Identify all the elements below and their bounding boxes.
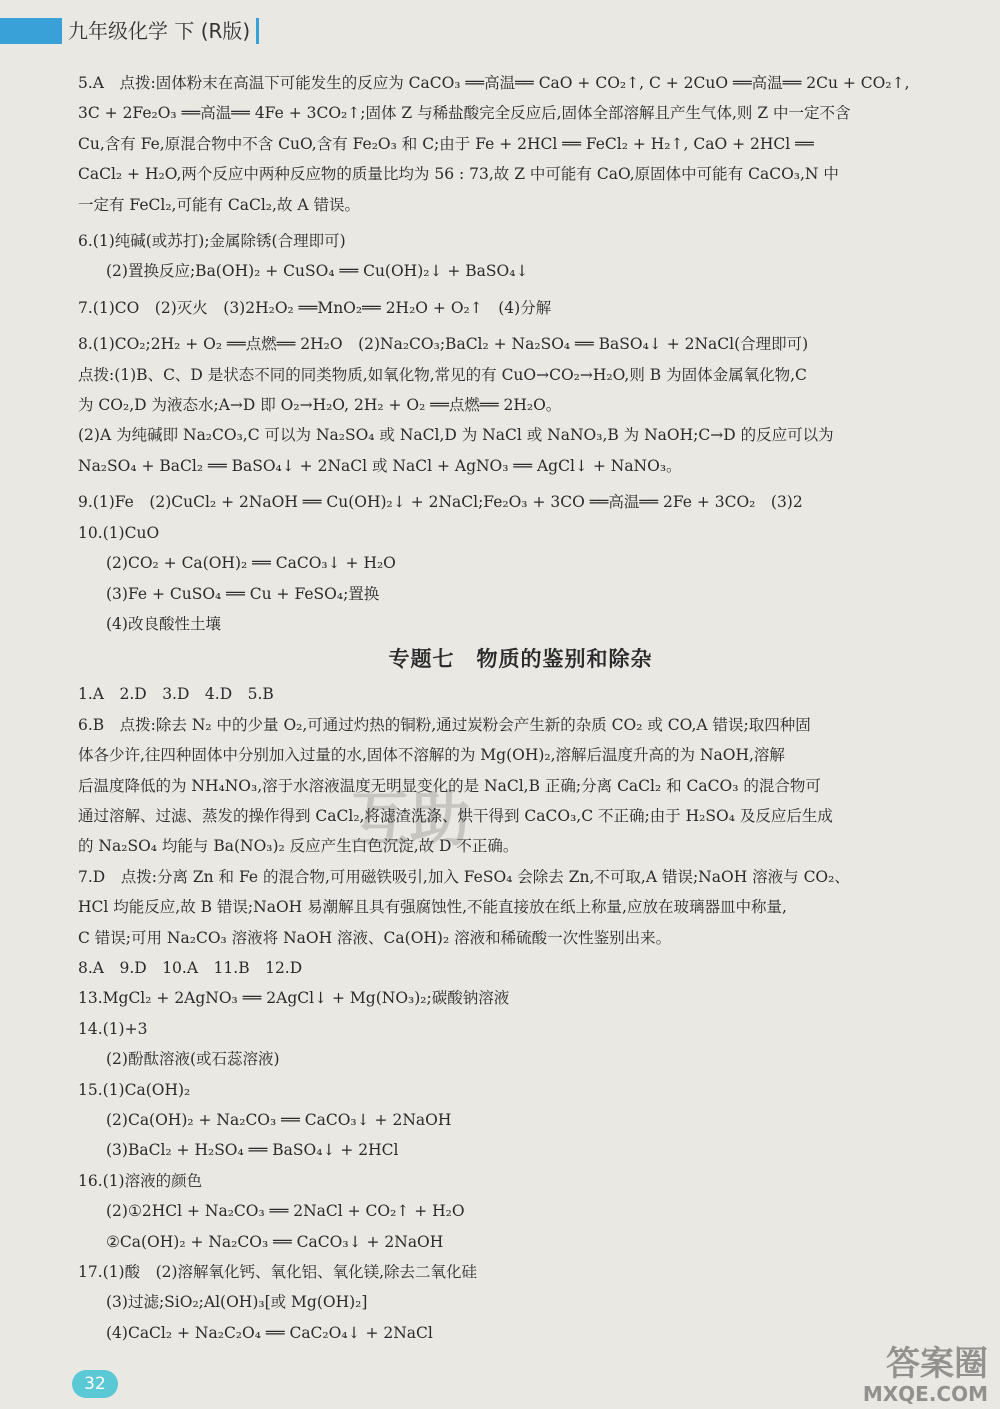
text-line: (3)过滤;SiO₂;Al(OH)₃[或 Mg(OH)₂]: [106, 1293, 368, 1312]
answer-14: 14.(1)+3: [78, 1019, 148, 1038]
text-line: CaCl₂ + H₂O,两个反应中两种反应物的质量比均为 56 : 73,故 Z 中可能有 CaO,原固体中可能有 CaCO₃,N 中: [78, 165, 839, 184]
answers-8-12: 8.A 9.D 10.A 11.B 12.D: [78, 958, 303, 977]
answer-6: 6.(1)纯碱(或苏打);金属除锈(合理即可): [78, 232, 346, 251]
answer-10: 10.(1)CuO: [78, 523, 160, 542]
text-line: HCl 均能反应,故 B 错误;NaOH 易潮解且具有强腐蚀性,不能直接放在纸上称量,应放在玻璃器皿中称量,: [78, 898, 787, 917]
text-line: 点拨:(1)B、C、D 是状态不同的同类物质,如氧化物,常见的有 CuO→CO₂→H₂O,则 B 为固体金属氧化物,C: [78, 365, 807, 384]
text-line: (3)Fe + CuSO₄ ══ Cu + FeSO₄;置换: [106, 584, 380, 603]
text-line: (3)BaCl₂ + H₂SO₄ ══ BaSO₄↓ + 2HCl: [106, 1141, 399, 1160]
text-line: 3C + 2Fe₂O₃ ══高温══ 4Fe + 3CO₂↑;固体 Z 与稀盐酸完全反应后,固体全部溶解且产生气体,则 Z 中一定不含: [78, 104, 851, 123]
answer-7b: 7.D 点拨:分离 Zn 和 Fe 的混合物,可用磁铁吸引,加入 FeSO₄ 会除去 Zn,不可取,A 错误;NaOH 溶液与 CO₂、: [78, 867, 850, 886]
text-line: Na₂SO₄ + BaCl₂ ══ BaSO₄↓ + 2NaCl 或 NaCl + AgNO₃ ══ AgCl↓ + NaNO₃。: [78, 456, 682, 475]
stamp-watermark: 互助: [350, 785, 470, 855]
page-header-title: 九年级化学 下 (R版): [68, 18, 259, 44]
header-accent-bar: [0, 18, 62, 44]
text-line: (2)酚酞溶液(或石蕊溶液): [106, 1050, 280, 1069]
text-line: 一定有 FeCl₂,可能有 CaCl₂,故 A 错误。: [78, 195, 360, 214]
text-line: (2)CO₂ + Ca(OH)₂ ══ CaCO₃↓ + H₂O: [106, 554, 396, 573]
text-line: Cu,含有 Fe,原混合物中不含 CuO,含有 Fe₂O₃ 和 C;由于 Fe + 2HCl ══ FeCl₂ + H₂↑, CaO + 2HCl ══: [78, 134, 814, 153]
text-line: (2)Ca(OH)₂ + Na₂CO₃ ══ CaCO₃↓ + 2NaOH: [106, 1111, 452, 1129]
text-line: (2)A 为纯碱即 Na₂CO₃,C 可以为 Na₂SO₄ 或 NaCl,D 为 NaCl 或 NaNO₃,B 为 NaOH;C→D 的反应可以为: [78, 426, 834, 445]
watermark-logo-text: 答案圈: [886, 1344, 988, 1384]
answer-13: 13.MgCl₂ + 2AgNO₃ ══ 2AgCl↓ + Mg(NO₃)₂;碳酸钠溶液: [78, 989, 510, 1008]
text-line: 的 Na₂SO₄ 均能与 Ba(NO₃)₂ 反应产生白色沉淀,故 D 不正确。: [78, 837, 519, 856]
answer-16: 16.(1)溶液的颜色: [78, 1171, 203, 1190]
text-line: 5.A 点拨:固体粉末在高温下可能发生的反应为 CaCO₃ ══高温══ CaO + CO₂↑, C + 2CuO ══高温══ 2Cu + CO₂↑,: [78, 74, 910, 92]
answer-15: 15.(1)Ca(OH)₂: [78, 1080, 191, 1099]
answer-content: [78, 68, 963, 1348]
text-line: (4)改良酸性土壤: [106, 614, 221, 633]
text-line: 为 CO₂,D 为液态水;A→D 即 O₂→H₂O, 2H₂ + O₂ ══点燃══ 2H₂O。: [78, 396, 562, 415]
answer-9: 9.(1)Fe (2)CuCl₂ + 2NaOH ══ Cu(OH)₂↓ + 2NaCl;Fe₂O₃ + 3CO ══高温══ 2Fe + 3CO₂ (3)2: [78, 493, 803, 512]
text-line: (2)①2HCl + Na₂CO₃ ══ 2NaCl + CO₂↑ + H₂O: [106, 1202, 465, 1221]
text-line: (4)CaCl₂ + Na₂C₂O₄ ══ CaC₂O₄↓ + 2NaCl: [106, 1323, 433, 1342]
text-line: 后温度降低的为 NH₄NO₃,溶于水溶液温度无明显变化的是 NaCl,B 正确;分离 CaCl₂ 和 CaCO₃ 的混合物可: [78, 776, 821, 795]
watermark-domain: MXQE.COM: [862, 1382, 988, 1406]
text-line: ②Ca(OH)₂ + Na₂CO₃ ══ CaCO₃↓ + 2NaOH: [106, 1232, 444, 1251]
answers-1-5: 1.A 2.D 3.D 4.D 5.B: [78, 685, 274, 704]
text-line: 通过溶解、过滤、蒸发的操作得到 CaCl₂,将滤渣洗涤、烘干得到 CaCO₃,C 不正确;由于 H₂SO₄ 及反应后生成: [78, 806, 833, 825]
answer-6b: 6.B 点拨:除去 N₂ 中的少量 O₂,可通过灼热的铜粉,通过炭粉会产生新的杂质 CO₂ 或 CO,A 错误;取四种固: [78, 715, 811, 734]
text-line: C 错误;可用 Na₂CO₃ 溶液将 NaOH 溶液、Ca(OH)₂ 溶液和稀硫酸一次性鉴别出来。: [78, 928, 672, 947]
page-number-badge: 32: [72, 1370, 118, 1398]
text-line: 体各少许,往四种固体中分别加入过量的水,固体不溶解的为 Mg(OH)₂,溶解后温度升高的为 NaOH,溶解: [78, 746, 785, 765]
site-watermark: [863, 1345, 988, 1405]
answer-7: 7.(1)CO (2)灭火 (3)2H₂O₂ ══MnO₂══ 2H₂O + O₂↑ (4)分解: [78, 298, 552, 317]
section-title: 专题七 物质的鉴别和除杂: [388, 647, 653, 672]
answer-6-2: (2)置换反应;Ba(OH)₂ + CuSO₄ ══ Cu(OH)₂↓ + BaSO₄↓: [106, 262, 529, 281]
answer-17: 17.(1)酸 (2)溶解氧化钙、氧化铝、氧化镁,除去二氧化硅: [78, 1263, 477, 1282]
answer-8: 8.(1)CO₂;2H₂ + O₂ ══点燃══ 2H₂O (2)Na₂CO₃;BaCl₂ + Na₂SO₄ ══ BaSO₄↓ + 2NaCl(合理即可): [78, 335, 809, 354]
